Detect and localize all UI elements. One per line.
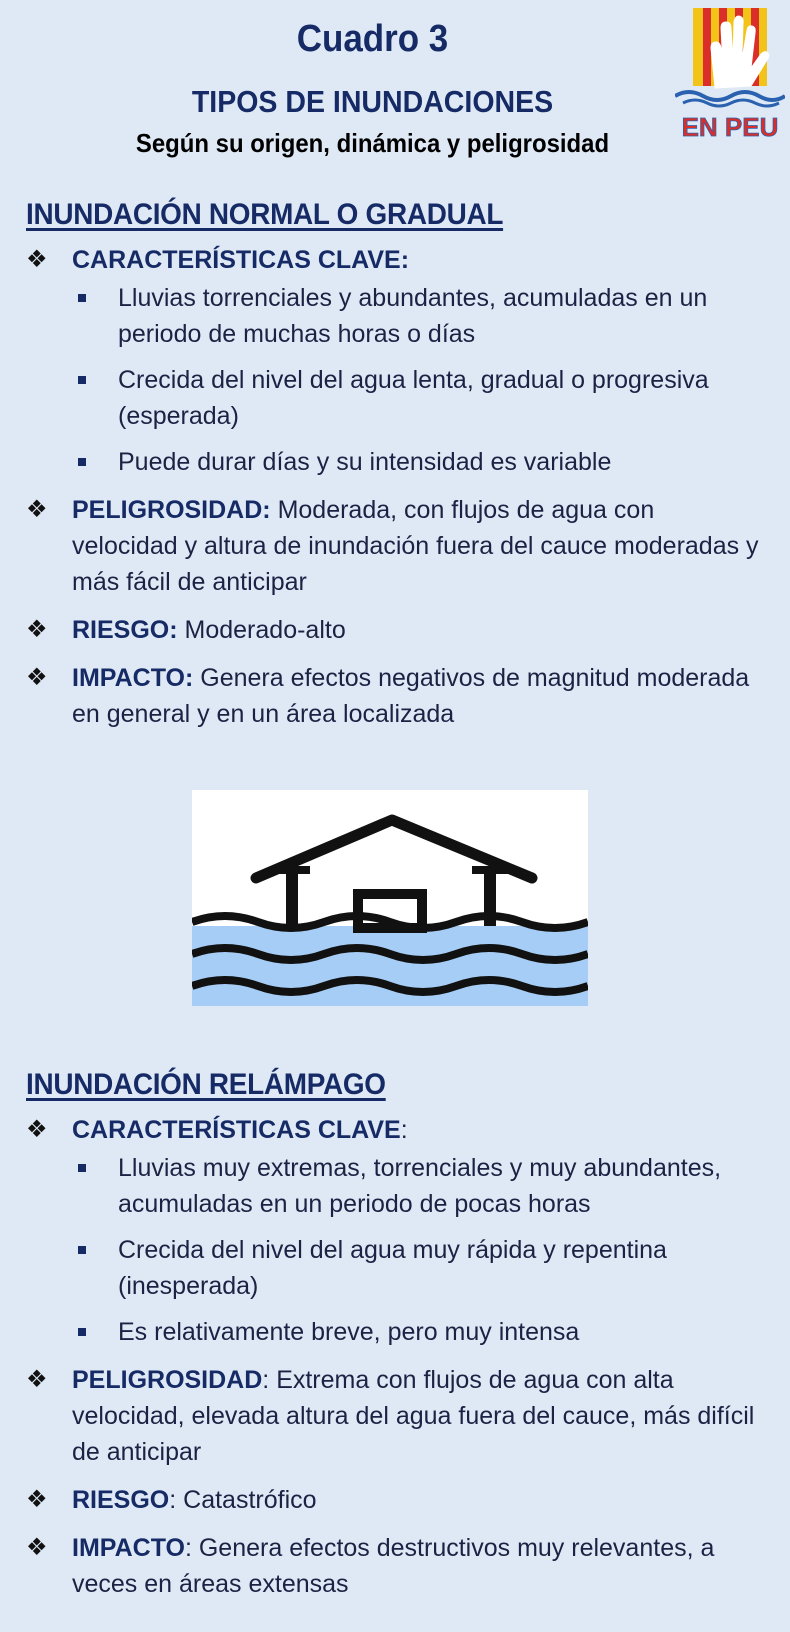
diamond-bullet-icon: ❖ <box>26 1366 48 1393</box>
diamond-bullet-icon: ❖ <box>26 664 48 691</box>
page-title: Cuadro 3 <box>296 18 449 60</box>
key-characteristics-label: CARACTERÍSTICAS CLAVE: <box>72 246 410 274</box>
key-characteristics <box>26 242 766 480</box>
danger-label: PELIGROSIDAD <box>72 1366 263 1394</box>
list-item: Puede durar días y su intensidad es variable <box>72 444 766 480</box>
impact-item <box>26 660 766 732</box>
list-item: Lluvias torrenciales y abundantes, acumuladas en un periodo de muchas horas o días <box>72 280 766 352</box>
list-item: Crecida del nivel del agua lenta, gradual o progresiva (esperada) <box>72 362 766 434</box>
danger-label: PELIGROSIDAD: <box>72 496 271 524</box>
risk-label: RIESGO <box>72 1486 170 1514</box>
section-flash-flood <box>26 1068 766 1614</box>
diamond-bullet-icon: ❖ <box>26 1116 48 1143</box>
danger-item <box>26 492 766 600</box>
risk-label: RIESGO: <box>72 616 178 644</box>
list-item: Es relativamente breve, pero muy intensa <box>72 1314 766 1350</box>
square-bullet-icon <box>78 1328 86 1336</box>
square-bullet-icon <box>78 294 86 302</box>
section-normal-flood <box>26 198 766 744</box>
diamond-bullet-icon: ❖ <box>26 1486 48 1513</box>
characteristics-list <box>72 1150 766 1350</box>
square-bullet-icon <box>78 376 86 384</box>
risk-item <box>26 1482 766 1518</box>
impact-label: IMPACTO <box>72 1534 185 1562</box>
flooded-house-icon <box>192 790 588 1006</box>
danger-text: : Extrema con flujos de agua con alta velocidad, elevada altura del agua fuera del cauce, más difícil de anticipar <box>72 1366 755 1466</box>
risk-text: Moderado-alto <box>177 616 346 644</box>
impact-text: Genera efectos negativos de magnitud moderada en general y en un área localizada <box>72 664 750 728</box>
diamond-bullet-icon: ❖ <box>26 616 48 643</box>
characteristics-list <box>72 280 766 480</box>
risk-text: : Catastrófico <box>169 1486 317 1514</box>
diamond-bullet-icon: ❖ <box>26 1534 48 1561</box>
section-title: INUNDACIÓN RELÁMPAGO <box>26 1068 386 1101</box>
square-bullet-icon <box>78 1164 86 1172</box>
list-item: Lluvias muy extremas, torrenciales y muy abundantes, acumuladas en un periodo de pocas horas <box>72 1150 766 1222</box>
square-bullet-icon <box>78 1246 86 1254</box>
impact-label: IMPACTO: <box>72 664 194 692</box>
page-subtitle: TIPOS DE INUNDACIONES <box>191 84 554 119</box>
list-item: Crecida del nivel del agua muy rápida y repentina (inesperada) <box>72 1232 766 1304</box>
page-tagline: Según su origen, dinámica y peligrosidad <box>135 128 610 158</box>
square-bullet-icon <box>78 458 86 466</box>
danger-item <box>26 1362 766 1470</box>
key-characteristics: ❖ CARACTERÍSTICAS CLAVE: Lluvias muy extremas, torrenciales y muy abundantes, acumuladas en un periodo de pocas horas Crecida del nivel del agua muy rápida y repentina (inesperada) Es relativamente breve, pero muy intensa <box>26 1112 766 1350</box>
diamond-bullet-icon: ❖ <box>26 246 48 273</box>
diamond-bullet-icon: ❖ <box>26 496 48 523</box>
key-characteristics-label: CARACTERÍSTICAS CLAVE <box>72 1116 401 1144</box>
risk-item <box>26 612 766 648</box>
en-peu-logo <box>675 8 785 143</box>
danger-text: Moderada, con flujos de agua con velocidad y altura de inundación fuera del cauce moderadas y más fácil de anticipar <box>72 496 759 596</box>
impact-item <box>26 1530 766 1602</box>
section-title: INUNDACIÓN NORMAL O GRADUAL <box>26 198 504 231</box>
impact-text: : Genera efectos destructivos muy relevantes, a veces en áreas extensas <box>72 1534 715 1598</box>
logo-text: EN PEU <box>681 112 779 142</box>
